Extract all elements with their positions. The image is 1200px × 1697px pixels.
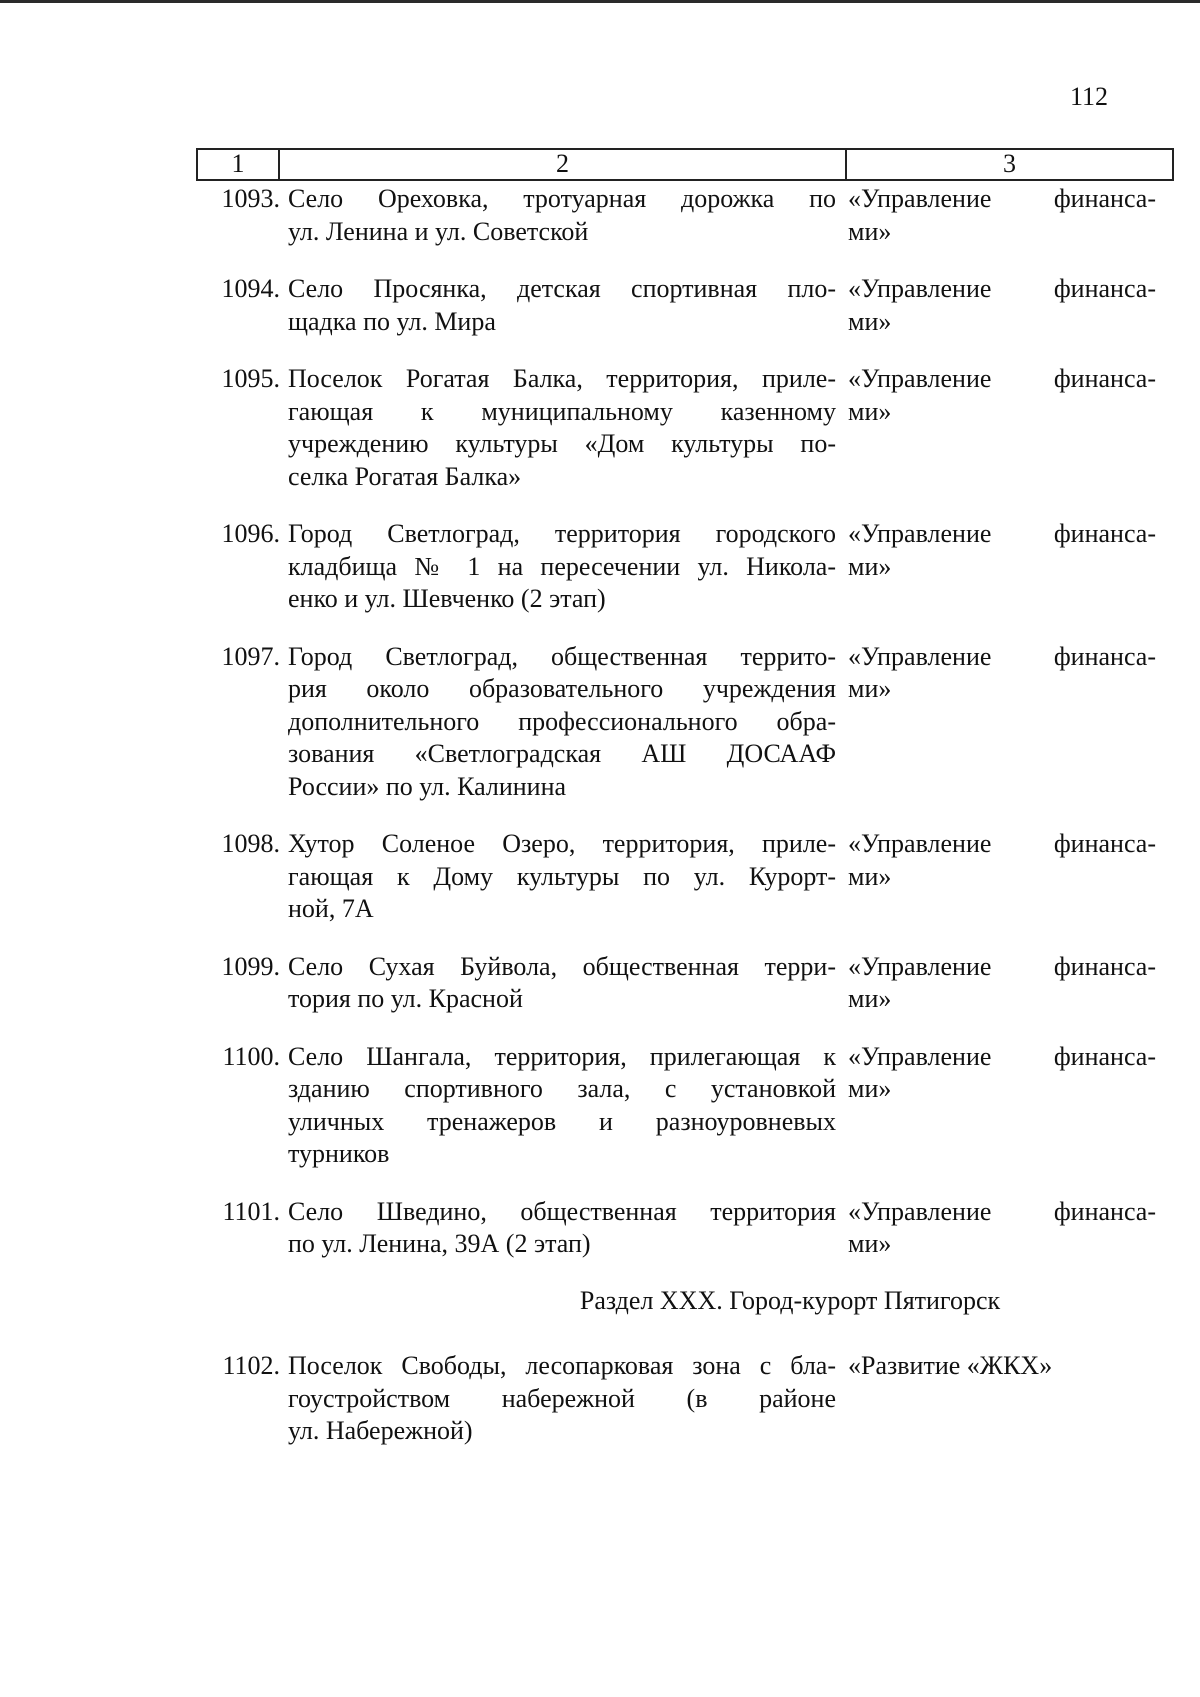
row-responsible [848, 641, 1174, 706]
description-line: зования «Светлоградская АШ ДОСААФ [288, 739, 836, 768]
row-number: 1100. [222, 1041, 280, 1071]
table-row [196, 273, 1174, 338]
responsible-part-a: «Управление [848, 829, 992, 858]
description-line: учреждению культуры «Дом культуры по- [288, 429, 836, 458]
description-line: Село Шведино, общественная территория [288, 1196, 836, 1226]
row-number: 1098. [221, 829, 280, 858]
section-heading: Раздел XXX. Город-курорт Пятигорск [579, 1285, 1001, 1315]
responsible-part-c: ми» [848, 1074, 892, 1103]
description-line: гоустройством набережной (в районе [288, 1383, 836, 1413]
description-line: ной, 7А [288, 894, 374, 923]
responsible-part-b: финанса- [1053, 951, 1156, 981]
responsible-part-b: финанса- [1053, 1196, 1156, 1226]
responsible-part-c: ми» [848, 396, 892, 426]
description-line: Хутор Соленое Озеро, территория, приле- [288, 829, 836, 858]
responsible-part-b: финанса- [1053, 274, 1156, 303]
table-header-col-3: 3 [1003, 149, 1016, 178]
responsible-part-b: финанса- [1053, 184, 1156, 213]
responsible-part-c: ми» [848, 216, 892, 246]
row-number: 1097. [221, 641, 280, 671]
table-row [196, 518, 1174, 616]
description-line: Село Ореховка, тротуарная дорожка по [288, 184, 836, 213]
responsible-part-c: ми» [848, 674, 892, 703]
page-number: 112 [1069, 82, 1108, 111]
row-number: 1096. [221, 519, 280, 548]
row-description [288, 951, 836, 1016]
responsible-part-a: «Развитие «ЖКХ» [848, 1351, 1053, 1380]
row-description [288, 828, 836, 926]
description-line: гающая к Дому культуры по ул. Курорт- [288, 861, 836, 891]
description-line: Село Сухая Буйвола, общественная терри- [288, 951, 836, 981]
responsible-part-b: финанса- [1053, 1041, 1156, 1071]
responsible-part-c: ми» [848, 306, 892, 336]
row-description [288, 1041, 836, 1171]
responsible-part-a: «Управление [848, 1196, 992, 1226]
row-description [288, 183, 836, 248]
description-line: дополнительного профессионального обра- [288, 706, 836, 736]
description-line: Город Светлоград, общественная террито- [288, 641, 836, 671]
responsible-part-a: «Управление [848, 951, 992, 981]
row-description [288, 1196, 836, 1261]
row-number: 1099. [221, 951, 280, 981]
row-description [288, 273, 836, 338]
description-line: селка Рогатая Балка» [288, 461, 522, 491]
table-row [196, 951, 1174, 1016]
description-line: гающая к муниципальному казенному [288, 396, 836, 426]
table-row [196, 1196, 1174, 1261]
table-header-col-2: 2 [280, 150, 847, 179]
row-description [288, 518, 836, 616]
description-line: рия около образовательного учреждения [288, 674, 836, 703]
row-number: 1093. [221, 184, 280, 213]
row-responsible [848, 1350, 1174, 1383]
responsible-part-a: «Управление [848, 1041, 992, 1071]
table-row [196, 363, 1174, 493]
responsible-part-b: финанса- [1053, 641, 1156, 671]
table-row [196, 828, 1174, 926]
row-number: 1102. [222, 1351, 280, 1380]
description-line: щадка по ул. Мира [288, 306, 496, 336]
description-line: ул. Набережной) [288, 1416, 473, 1445]
description-line: Поселок Свободы, лесопарковая зона с бла- [288, 1351, 836, 1380]
row-responsible [848, 1196, 1174, 1261]
description-line: тория по ул. Красной [288, 984, 523, 1013]
responsible-part-a: «Управление [848, 274, 992, 303]
responsible-part-a: «Управление [848, 364, 992, 393]
responsible-part-c: ми» [848, 551, 892, 581]
description-line: Поселок Рогатая Балка, территория, приле- [288, 364, 836, 393]
table-row [196, 1350, 1174, 1448]
description-line: Село Просянка, детская спортивная пло- [288, 274, 836, 303]
row-responsible [848, 828, 1174, 893]
table-header [196, 148, 1174, 181]
table-row [196, 641, 1174, 804]
responsible-part-c: ми» [848, 1229, 892, 1258]
table-row [196, 183, 1174, 248]
row-responsible [848, 1041, 1174, 1106]
table-body [196, 183, 1174, 1448]
responsible-part-b: финанса- [1053, 829, 1156, 858]
responsible-part-c: ми» [848, 861, 892, 891]
description-line: Город Светлоград, территория городского [288, 519, 836, 548]
responsible-part-b: финанса- [1053, 519, 1156, 548]
row-number: 1101. [222, 1196, 280, 1226]
description-line: уличных тренажеров и разноуровневых [288, 1106, 836, 1136]
description-line: зданию спортивного зала, с установкой [288, 1074, 836, 1103]
row-description [288, 641, 836, 804]
description-line: России» по ул. Калинина [288, 771, 567, 801]
scan-top-edge [0, 0, 1200, 3]
description-line: енко и ул. Шевченко (2 этап) [288, 584, 606, 613]
responsible-part-a: «Управление [848, 641, 992, 671]
row-responsible [848, 273, 1174, 338]
responsible-part-b: финанса- [1053, 364, 1156, 393]
row-description [288, 1350, 836, 1448]
description-line: кладбища № 1 на пересечении ул. Никола- [288, 551, 836, 581]
row-number: 1094. [221, 274, 280, 303]
row-responsible [848, 951, 1174, 1016]
description-line: турников [288, 1139, 390, 1168]
responsible-part-c: ми» [848, 984, 892, 1013]
table-header-col-1: 1 [198, 150, 280, 179]
row-responsible [848, 518, 1174, 583]
responsible-part-a: «Управление [848, 519, 992, 548]
responsible-part-a: «Управление [848, 184, 992, 213]
row-description [288, 363, 836, 493]
description-line: по ул. Ленина, 39А (2 этап) [288, 1229, 591, 1258]
table-row [196, 1041, 1174, 1171]
row-responsible [848, 183, 1174, 248]
row-number: 1095. [221, 364, 280, 393]
row-responsible [848, 363, 1174, 428]
description-line: Село Шангала, территория, прилегающая к [288, 1041, 836, 1071]
description-line: ул. Ленина и ул. Советской [288, 216, 589, 246]
